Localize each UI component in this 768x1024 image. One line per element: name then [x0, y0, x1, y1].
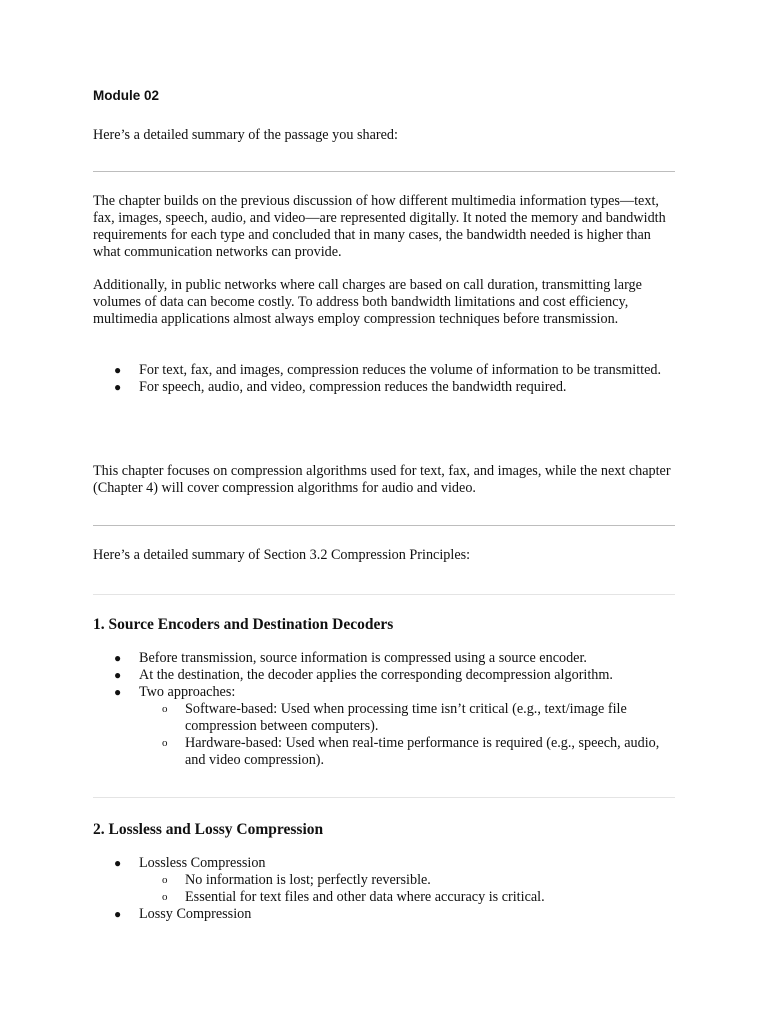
paragraph-1: The chapter builds on the previous discussion of how different multimedia information types—text, fax, images, speech, audio, and video—are represented digitally. It noted the memory and bandwidth requirements for each type and concluded that in many cases, the bandwidth needed is higher than what communication networks can provide. [93, 193, 666, 260]
paragraph-1-block [93, 193, 677, 261]
sub-bullet-icon: o [162, 874, 168, 886]
list-item-text: Lossless Compression [139, 855, 266, 871]
list-item [93, 362, 677, 379]
section-2-heading: 2. Lossless and Lossy Compression [93, 821, 324, 838]
list-item [93, 667, 677, 684]
sub-list-item [139, 889, 677, 906]
bullet-icon: ● [114, 380, 122, 394]
list-item-text: Before transmission, source information is compressed using a source encoder. [139, 650, 587, 666]
sub-list-item [139, 701, 677, 735]
list-item-text: Two approaches: [139, 684, 236, 700]
bullet-icon: ● [114, 668, 122, 682]
intro-line: Here’s a detailed summary of the passage you shared: [93, 127, 398, 143]
sub-bullet-icon: o [162, 737, 168, 749]
list-item-text: Lossy Compression [139, 906, 252, 922]
sub-bullet-icon: o [162, 891, 168, 903]
divider [93, 171, 675, 172]
sub-list-item-text: Essential for text files and other data where accuracy is critical. [185, 889, 545, 905]
list-item [93, 855, 677, 906]
sub-list-item-text: No information is lost; perfectly reversible. [185, 872, 431, 888]
sub-bullet-icon: o [162, 703, 168, 715]
section-2-list [93, 855, 677, 923]
divider [93, 797, 675, 798]
paragraph-2-block [93, 277, 677, 328]
paragraph-3-block [93, 463, 677, 497]
list-item-text: At the destination, the decoder applies the corresponding decompression algorithm. [139, 667, 613, 683]
section-2-heading-block [93, 820, 677, 839]
sub-list [139, 701, 677, 769]
bullet-icon: ● [114, 856, 122, 870]
bullet-icon: ● [114, 363, 122, 377]
divider [93, 594, 675, 595]
sub-list-item [139, 872, 677, 889]
divider [93, 525, 675, 526]
paragraph-2: Additionally, in public networks where call charges are based on call duration, transmitting large volumes of data can become costly. To address both bandwidth limitations and cost efficiency, multimedia applications almost always employ compression techniques before transmission. [93, 277, 642, 327]
paragraph-3: This chapter focuses on compression algorithms used for text, fax, and images, while the next chapter (Chapter 4) will cover compression algorithms for audio and video. [93, 463, 671, 496]
list-item-text: For text, fax, and images, compression reduces the volume of information to be transmitted. [139, 362, 662, 378]
section-1-heading-block [93, 615, 677, 634]
bullet-list-1 [93, 362, 677, 396]
sub-list-item-text: Hardware-based: Used when real-time performance is required (e.g., speech, audio, and video compression). [185, 735, 660, 768]
section-intro-block [93, 547, 677, 564]
section-1-heading: 1. Source Encoders and Destination Decoders [93, 616, 394, 633]
section-1-list [93, 650, 677, 769]
list-item-text: For speech, audio, and video, compression reduces the bandwidth required. [139, 379, 567, 395]
list-item [93, 906, 677, 923]
bullet-icon: ● [114, 651, 122, 665]
sub-list-item [139, 735, 677, 769]
section-intro: Here’s a detailed summary of Section 3.2 Compression Principles: [93, 547, 471, 563]
module-title: Module 02 [93, 88, 160, 103]
list-item [93, 684, 677, 769]
list-item [93, 650, 677, 667]
bullet-icon: ● [114, 907, 122, 921]
sub-list [139, 872, 677, 906]
list-item [93, 379, 677, 396]
sub-list-item-text: Software-based: Used when processing time isn’t critical (e.g., text/image file compression between computers). [185, 701, 627, 734]
intro-block [93, 127, 677, 144]
bullet-icon: ● [114, 685, 122, 699]
